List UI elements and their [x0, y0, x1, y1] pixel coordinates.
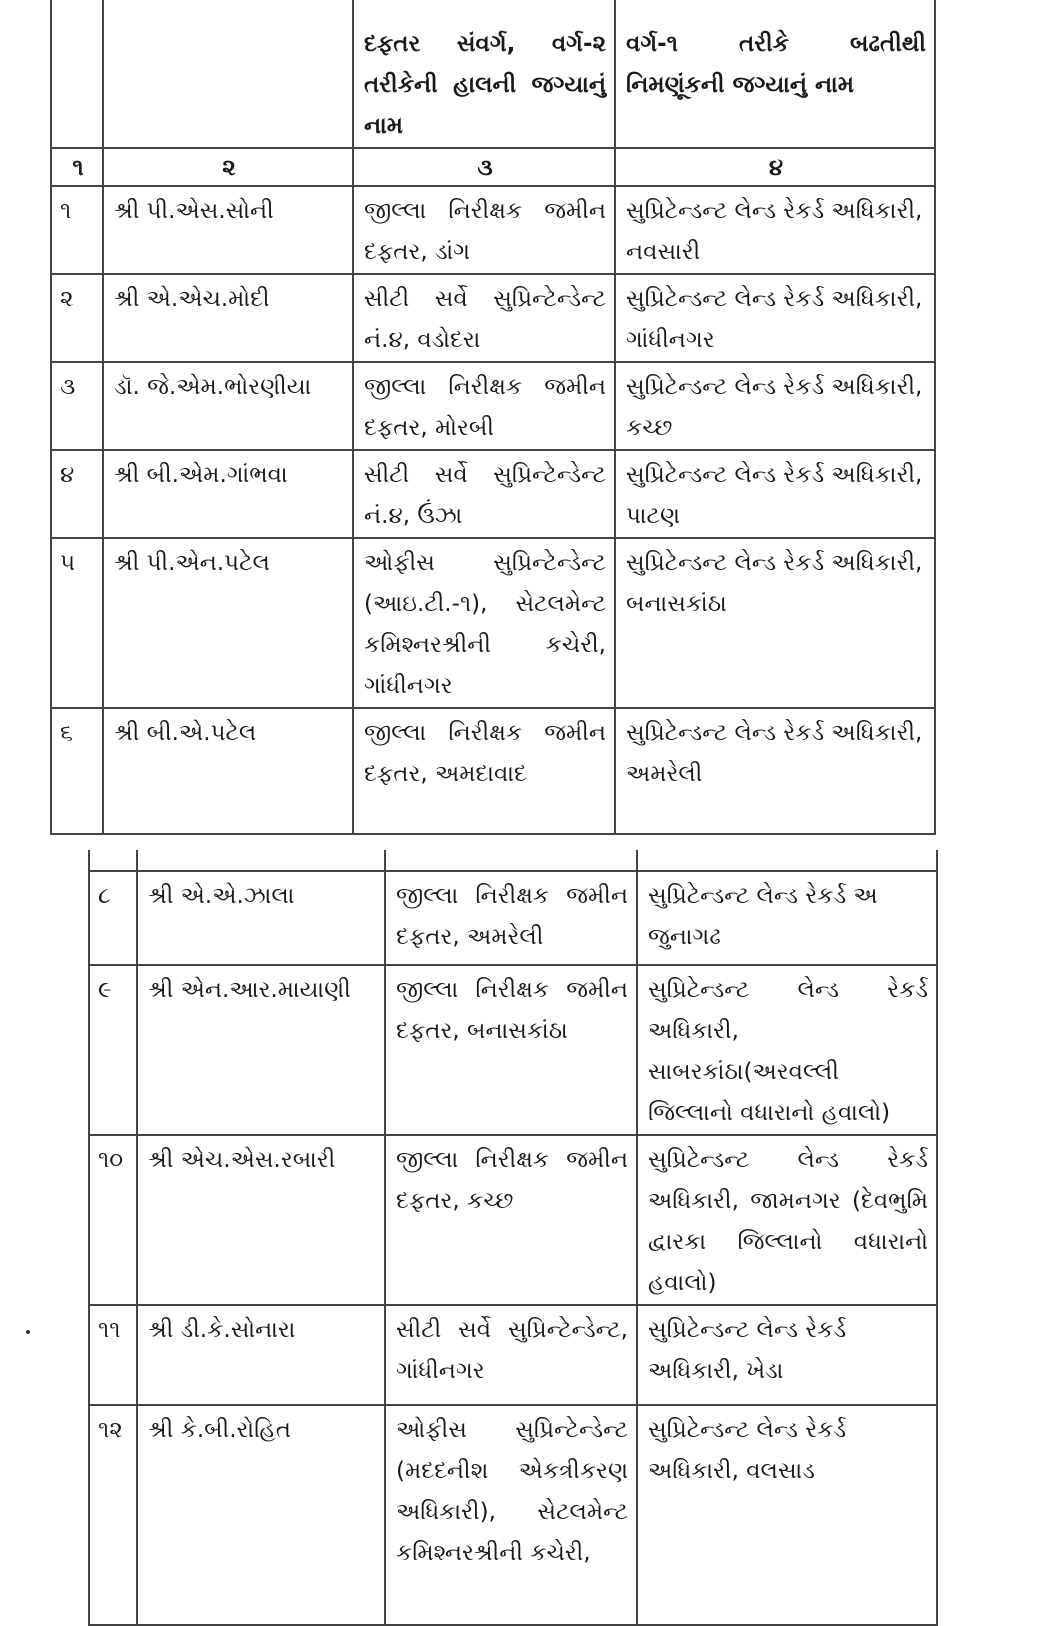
current-post: ઓફીસ સુપ્રિન્ટેન્ડેન્ટ (મદદનીશ એકત્રીકરણ અધિકારી), સેટલમેન્ટ કમિશ્નરશ્રીની કચેરી,: [385, 1405, 637, 1625]
officer-name: શ્રી પી.એસ.સોની: [103, 186, 353, 274]
row-number: ૧૦: [89, 1135, 137, 1305]
col-number-3: ૩: [353, 148, 615, 186]
table-row: [51, 708, 935, 834]
table-row: [89, 1305, 937, 1405]
promoted-post: સુપ્રિટેન્ડન્ટ લેન્ડ રેકર્ડ અધિકારી, વલસાડ: [637, 1405, 937, 1625]
table-row: [51, 186, 935, 274]
column-number-row: [51, 148, 935, 186]
col-number-4: ૪: [615, 148, 935, 186]
row-number: ૧૨: [89, 1405, 137, 1625]
promotion-table-page-2: [88, 850, 938, 1626]
officer-name: શ્રી એચ.એસ.રબારી: [137, 1135, 385, 1305]
header-col-1: [51, 0, 103, 148]
current-post: જીલ્લા નિરીક્ષક જમીન દફતર, બનાસકાંઠા: [385, 965, 637, 1135]
promoted-post: સુપ્રિટેન્ડન્ટ લેન્ડ રેકર્ડ અધિકારી, કચ્છ: [615, 362, 935, 450]
current-post: સીટી સર્વે સુપ્રિન્ટેન્ડેન્ટ, ગાંધીનગર: [385, 1305, 637, 1405]
table-row: [51, 362, 935, 450]
document-page-1: [50, 0, 934, 835]
scan-speck: [26, 1330, 30, 1334]
table-row: [51, 450, 935, 538]
header-col-3: દફતર સંવર્ગ, વર્ગ-૨ તરીકેની હાલની જગ્યાનું નામ: [353, 0, 615, 148]
row-number: ૪: [51, 450, 103, 538]
col-number-1: ૧: [51, 148, 103, 186]
row-number: ૨: [51, 274, 103, 362]
officer-name: શ્રી એન.આર.માયાણી: [137, 965, 385, 1135]
row-number: ૩: [51, 362, 103, 450]
promotion-table-page-1: [50, 0, 936, 835]
table-row: [89, 871, 937, 965]
row-number: ૧૧: [89, 1305, 137, 1405]
current-post: ઓફીસ સુપ્રિન્ટેન્ડેન્ટ (આઇ.ટી.-૧), સેટલમેન્ટ કમિશ્નરશ્રીની કચેરી, ગાંધીનગર: [353, 538, 615, 708]
current-post: જીલ્લા નિરીક્ષક જમીન દફતર, અમદાવાદ: [353, 708, 615, 834]
promoted-post: સુપ્રિટેન્ડન્ટ લેન્ડ રેકર્ડ અધિકારી, ખેડા: [637, 1305, 937, 1405]
promoted-post: સુપ્રિટેન્ડન્ટ લેન્ડ રેકર્ડ અધિકારી, પાટણ: [615, 450, 935, 538]
current-post: સીટી સર્વે સુપ્રિન્ટેન્ડેન્ટ નં.૪, વડોદરા: [353, 274, 615, 362]
header-col-2: [103, 0, 353, 148]
col-number-2: ૨: [103, 148, 353, 186]
document-page-2: [88, 850, 936, 1626]
officer-name: શ્રી પી.એન.પટેલ: [103, 538, 353, 708]
promoted-post: સુપ્રિટેન્ડન્ટ લેન્ડ રેકર્ડ અધિકારી, ગાંધીનગર: [615, 274, 935, 362]
officer-name: શ્રી એ.એચ.મોદી: [103, 274, 353, 362]
promoted-post: સુપ્રિટેન્ડન્ટ લેન્ડ રેકર્ડ અધિકારી, અમરેલી: [615, 708, 935, 834]
table-row: [51, 274, 935, 362]
row-number: ૫: [51, 538, 103, 708]
officer-name: શ્રી બી.એ.પટેલ: [103, 708, 353, 834]
table-header-row: [51, 0, 935, 148]
promoted-post: સુપ્રિટેન્ડન્ટ લેન્ડ રેકર્ડ અધિકારી, નવસારી: [615, 186, 935, 274]
cropped-row-fragment: [89, 850, 937, 871]
header-col-4: વર્ગ-૧ તરીકે બઢતીથી નિમણૂંકની જગ્યાનું નામ: [615, 0, 935, 148]
table-row: [89, 965, 937, 1135]
row-number: ૯: [89, 965, 137, 1135]
officer-name: શ્રી કે.બી.રોહિત: [137, 1405, 385, 1625]
table-row: [89, 1135, 937, 1305]
row-number: ૬: [51, 708, 103, 834]
current-post: જીલ્લા નિરીક્ષક જમીન દફતર, ડાંગ: [353, 186, 615, 274]
current-post: જીલ્લા નિરીક્ષક જમીન દફતર, કચ્છ: [385, 1135, 637, 1305]
promoted-post: સુપ્રિટેન્ડન્ટ લેન્ડ રેકર્ડ અધિકારી, બનાસકાંઠા: [615, 538, 935, 708]
promoted-post: સુપ્રિટેન્ડન્ટ લેન્ડ રેકર્ડ અધિકારી, સાબરકાંઠા(અરવલ્લી જિલ્લાનો વધારાનો હવાલો): [637, 965, 937, 1135]
promoted-post: સુપ્રિટેન્ડન્ટ લેન્ડ રેકર્ડ અધિકારી, જામનગર (દેવભુમિ દ્વારકા જિલ્લાનો વધારાનો હવાલો): [637, 1135, 937, 1305]
officer-name: શ્રી બી.એમ.ગાંભવા: [103, 450, 353, 538]
officer-name: શ્રી ડી.કે.સોનારા: [137, 1305, 385, 1405]
current-post: સીટી સર્વે સુપ્રિન્ટેન્ડેન્ટ નં.૪, ઉંઝા: [353, 450, 615, 538]
row-number: ૮: [89, 871, 137, 965]
promoted-post: સુપ્રિટેન્ડન્ટ લેન્ડ રેકર્ડ અ જુનાગઢ: [637, 871, 937, 965]
table-row: [89, 1405, 937, 1625]
row-number: ૧: [51, 186, 103, 274]
officer-name: ડૉ. જે.એમ.ભોરણીયા: [103, 362, 353, 450]
current-post: જીલ્લા નિરીક્ષક જમીન દફતર, મોરબી: [353, 362, 615, 450]
officer-name: શ્રી એ.એ.ઝાલા: [137, 871, 385, 965]
table-row: [51, 538, 935, 708]
current-post: જીલ્લા નિરીક્ષક જમીન દફતર, અમરેલી: [385, 871, 637, 965]
